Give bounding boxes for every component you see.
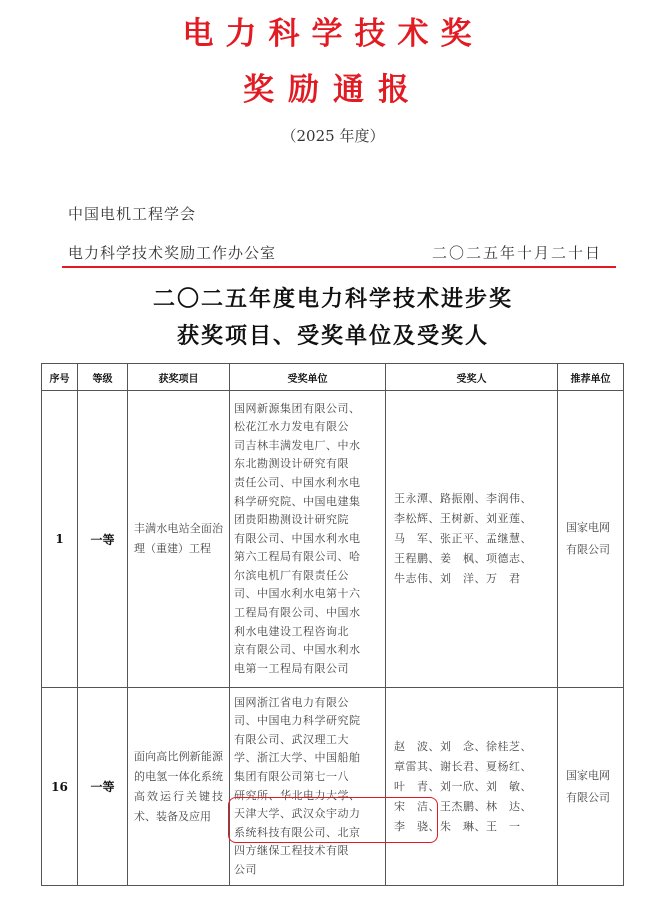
people-line: 李松辉、王树新、刘亚莲、 bbox=[394, 512, 532, 525]
unit-line: 第六工程局有限公司、哈 bbox=[234, 550, 361, 564]
notice-year: （2025 年度） bbox=[281, 127, 385, 145]
award-level: 一等 bbox=[78, 688, 128, 886]
unit-line: 司、中国电力科学研究院 bbox=[234, 714, 361, 728]
unit-line: 团贵阳勘测设计研究院 bbox=[234, 513, 349, 527]
unit-line: 东北勘测设计研究有限 bbox=[234, 457, 349, 471]
section-heading-line1: 二〇二五年度电力科学技术进步奖 bbox=[152, 287, 513, 312]
project-name: 丰满水电站全面治理（重建）工程 bbox=[128, 391, 230, 688]
section-heading-line2: 获奖项目、受奖单位及受奖人 bbox=[176, 324, 489, 349]
issue-date: 二〇二五年十月二十日 bbox=[431, 244, 602, 262]
row-number: 16 bbox=[42, 688, 78, 886]
red-divider bbox=[62, 266, 616, 268]
notice-title-line1: 电力科学技术奖 bbox=[182, 16, 484, 52]
people-line: 宋 洁、王杰鹏、林 达、 bbox=[394, 799, 532, 813]
people-line: 叶 青、刘一欣、刘 敏、 bbox=[394, 779, 532, 793]
unit-line: 松花江水力发电有限公 bbox=[234, 420, 349, 434]
people-line: 马 军、张正平、孟继慧、 bbox=[394, 532, 532, 545]
unit-line: 有限公司、武汉理工大 bbox=[234, 732, 349, 746]
unit-line: 研究所、华北电力大学、 bbox=[234, 788, 361, 802]
people-line: 牛志伟、刘 洋、万 君 bbox=[394, 572, 521, 585]
recommender-line: 有限公司 bbox=[566, 543, 610, 556]
unit-line: 尔滨电机厂有限责任公 bbox=[234, 568, 349, 582]
unit-line: 有限公司、中国水利水电 bbox=[234, 531, 361, 545]
column-header-recommender: 推荐单位 bbox=[558, 364, 624, 391]
column-header-no: 序号 bbox=[42, 364, 78, 391]
unit-line: 电第一工程局有限公司 bbox=[234, 661, 349, 675]
highlight-annotation-box bbox=[228, 797, 438, 843]
people-line: 章雷其、谢长君、夏杨红、 bbox=[394, 759, 532, 773]
award-people bbox=[386, 391, 558, 688]
unit-line: 京有限公司、中国水利水 bbox=[234, 643, 361, 657]
table-row bbox=[42, 688, 624, 886]
table-header-row bbox=[42, 364, 624, 391]
column-header-level: 等级 bbox=[78, 364, 128, 391]
award-people bbox=[386, 688, 558, 886]
notice-title-line2: 奖励通报 bbox=[243, 72, 423, 108]
unit-line: 国网新源集团有限公司、 bbox=[234, 401, 361, 415]
award-units bbox=[230, 391, 386, 688]
unit-line: 国网浙江省电力有限公 bbox=[234, 695, 349, 709]
recommender-line: 国家电网 bbox=[566, 768, 610, 782]
column-header-project: 获奖项目 bbox=[128, 364, 230, 391]
unit-line: 利水电建设工程咨询北 bbox=[234, 624, 349, 638]
issuing-organization: 中国电机工程学会 bbox=[68, 205, 197, 223]
unit-line: 司吉林丰满发电厂、中水 bbox=[234, 438, 361, 452]
unit-line: 司、中国水利水电第十六 bbox=[234, 587, 361, 601]
unit-line: 公司 bbox=[234, 862, 257, 876]
column-header-people: 受奖人 bbox=[386, 364, 558, 391]
recommender bbox=[558, 688, 624, 886]
unit-line: 工程局有限公司、中国水 bbox=[234, 606, 361, 620]
people-line: 赵 波、刘 念、徐桂芝、 bbox=[394, 739, 532, 753]
recommender-line: 国家电网 bbox=[566, 521, 610, 534]
unit-line: 集团有限公司第七一八 bbox=[234, 769, 349, 783]
row-number: 1 bbox=[42, 391, 78, 688]
unit-line: 系统科技有限公司、北京 bbox=[234, 825, 361, 839]
award-units bbox=[230, 688, 386, 886]
column-header-units: 受奖单位 bbox=[230, 364, 386, 391]
people-line: 李 骁、朱 琳、王 一 bbox=[394, 819, 521, 833]
project-name: 面向高比例新能源的电氢一体化系统高效运行关键技术、装备及应用 bbox=[128, 688, 230, 886]
table-row bbox=[42, 391, 624, 688]
people-line: 王程鹏、姜 枫、项德志、 bbox=[394, 552, 532, 565]
unit-line: 责任公司、中国水利水电 bbox=[234, 475, 361, 489]
unit-line: 天津大学、武汉众宇动力 bbox=[234, 807, 361, 821]
award-level: 一等 bbox=[78, 391, 128, 688]
people-line: 王永潭、路振刚、李润伟、 bbox=[394, 492, 532, 505]
unit-line: 四方继保工程技术有限 bbox=[234, 844, 349, 858]
issuing-office: 电力科学技术奖励工作办公室 bbox=[68, 244, 277, 262]
unit-line: 学、浙江大学、中国船舶 bbox=[234, 751, 361, 765]
recommender-line: 有限公司 bbox=[566, 790, 610, 804]
unit-line: 科学研究院、中国电建集 bbox=[234, 494, 361, 508]
recommender bbox=[558, 391, 624, 688]
